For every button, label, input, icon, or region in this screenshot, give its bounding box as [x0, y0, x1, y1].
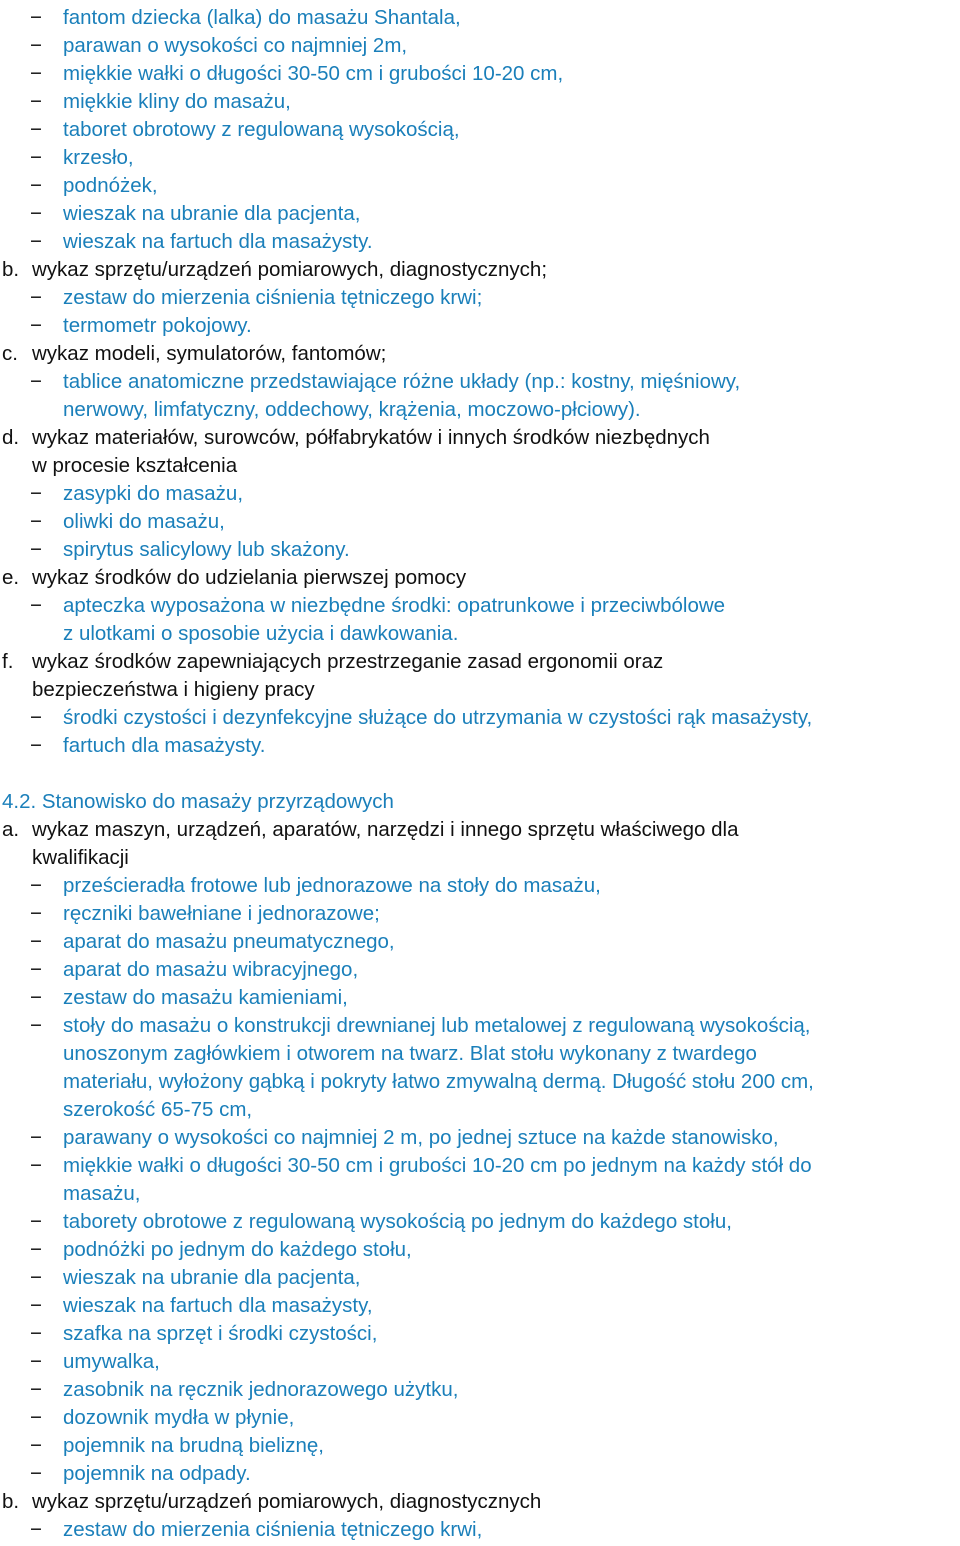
list-item-text: taborety obrotowe z regulowaną wysokością po jednym do każdego stołu, — [63, 1210, 732, 1233]
list-item — [0, 144, 960, 172]
dash-bullet-icon: − — [30, 874, 42, 897]
subsection-marker: d. — [2, 426, 20, 449]
list-item-text: zasypki do masażu, — [63, 482, 244, 505]
list-item — [0, 872, 960, 900]
list-item-text: szerokość 65-75 cm, — [63, 1098, 253, 1121]
dash-bullet-icon: − — [30, 930, 42, 953]
dash-bullet-icon: − — [30, 1518, 42, 1541]
list-item-text: masażu, — [63, 1182, 141, 1205]
list-item-text: miękkie kliny do masażu, — [63, 90, 291, 113]
list-item — [0, 312, 960, 340]
subsection-heading — [0, 1488, 960, 1516]
dash-bullet-icon: − — [30, 510, 42, 533]
subsection-heading-continuation — [0, 844, 960, 872]
list-item — [0, 368, 960, 396]
dash-bullet-icon: − — [30, 1266, 42, 1289]
list-item — [0, 1012, 960, 1040]
list-item — [0, 1404, 960, 1432]
list-item — [0, 1376, 960, 1404]
list-item — [0, 1124, 960, 1152]
dash-bullet-icon: − — [30, 538, 42, 561]
list-item-text: z ulotkami o sposobie użycia i dawkowania. — [63, 622, 459, 645]
dash-bullet-icon: − — [30, 1462, 42, 1485]
list-item-text: miękkie wałki o długości 30-50 cm i grubości 10-20 cm, — [63, 62, 564, 85]
list-item-text: spirytus salicylowy lub skażony. — [63, 538, 350, 561]
list-item-text: nerwowy, limfatyczny, oddechowy, krążenia, moczowo-płciowy). — [63, 398, 641, 421]
dash-bullet-icon: − — [30, 1434, 42, 1457]
dash-bullet-icon: − — [30, 1322, 42, 1345]
dash-bullet-icon: − — [30, 482, 42, 505]
subsection-heading — [0, 340, 960, 368]
list-item-continuation — [0, 1068, 960, 1096]
list-item — [0, 1292, 960, 1320]
dash-bullet-icon: − — [30, 6, 42, 29]
subsection-heading-text: wykaz maszyn, urządzeń, aparatów, narzędzi i innego sprzętu właściwego dla — [32, 818, 739, 841]
dash-bullet-icon: − — [30, 62, 42, 85]
list-item — [0, 1264, 960, 1292]
dash-bullet-icon: − — [30, 370, 42, 393]
subsection-heading-text: bezpieczeństwa i higieny pracy — [32, 678, 315, 701]
dash-bullet-icon: − — [30, 90, 42, 113]
list-item-text: miękkie wałki o długości 30-50 cm i grubości 10-20 cm po jednym na każdy stół do — [63, 1154, 812, 1177]
list-item-text: dozownik mydła w płynie, — [63, 1406, 295, 1429]
list-item-continuation — [0, 1096, 960, 1124]
subsection-heading-continuation — [0, 452, 960, 480]
subsection-heading-text: w procesie kształcenia — [32, 454, 238, 477]
blank-line — [0, 760, 960, 788]
document-body — [0, 4, 960, 1544]
subsection-marker: e. — [2, 566, 20, 589]
dash-bullet-icon: − — [30, 1406, 42, 1429]
list-item-text: materiału, wyłożony gąbką i pokryty łatwo zmywalną dermą. Długość stołu 200 cm, — [63, 1070, 814, 1093]
subsection-heading — [0, 564, 960, 592]
list-item-text: wieszak na ubranie dla pacjenta, — [63, 202, 361, 225]
dash-bullet-icon: − — [30, 1154, 42, 1177]
list-item-text: parawan o wysokości co najmniej 2m, — [63, 34, 408, 57]
list-item-text: wieszak na fartuch dla masażysty, — [63, 1294, 373, 1317]
dash-bullet-icon: − — [30, 1378, 42, 1401]
list-item — [0, 1348, 960, 1376]
subsection-heading — [0, 424, 960, 452]
subsection-heading-text: wykaz sprzętu/urządzeń pomiarowych, diagnostycznych; — [32, 258, 548, 281]
list-item-text: unoszonym zagłówkiem i otworem na twarz. Blat stołu wykonany z twardego — [63, 1042, 757, 1065]
list-item-text: zestaw do mierzenia ciśnienia tętniczego krwi, — [63, 1518, 483, 1541]
subsection-heading-text: wykaz sprzętu/urządzeń pomiarowych, diagnostycznych — [32, 1490, 542, 1513]
list-item — [0, 900, 960, 928]
list-item-text: oliwki do masażu, — [63, 510, 225, 533]
dash-bullet-icon: − — [30, 118, 42, 141]
subsection-heading-continuation — [0, 676, 960, 704]
list-item — [0, 984, 960, 1012]
list-item-continuation — [0, 1040, 960, 1068]
list-item-text: aparat do masażu pneumatycznego, — [63, 930, 395, 953]
list-item-text: prześcieradła frotowe lub jednorazowe na stoły do masażu, — [63, 874, 601, 897]
dash-bullet-icon: − — [30, 1238, 42, 1261]
list-item — [0, 1516, 960, 1544]
section-heading — [0, 788, 960, 816]
list-item — [0, 1236, 960, 1264]
dash-bullet-icon: − — [30, 1126, 42, 1149]
subsection-heading-text: kwalifikacji — [32, 846, 129, 869]
list-item-text: taboret obrotowy z regulowaną wysokością, — [63, 118, 460, 141]
dash-bullet-icon: − — [30, 706, 42, 729]
list-item — [0, 508, 960, 536]
dash-bullet-icon: − — [30, 958, 42, 981]
list-item-continuation — [0, 396, 960, 424]
subsection-heading — [0, 816, 960, 844]
subsection-heading-text: wykaz środków do udzielania pierwszej pomocy — [32, 566, 467, 589]
list-item — [0, 1460, 960, 1488]
list-item — [0, 536, 960, 564]
subsection-heading — [0, 648, 960, 676]
list-item — [0, 4, 960, 32]
list-item — [0, 200, 960, 228]
dash-bullet-icon: − — [30, 314, 42, 337]
list-item-text: podnóżek, — [63, 174, 158, 197]
subsection-marker: b. — [2, 258, 20, 281]
subsection-marker: b. — [2, 1490, 20, 1513]
subsection-marker: a. — [2, 818, 20, 841]
list-item-text: umywalka, — [63, 1350, 160, 1373]
list-item — [0, 284, 960, 312]
list-item-text: apteczka wyposażona w niezbędne środki: opatrunkowe i przeciwbólowe — [63, 594, 726, 617]
dash-bullet-icon: − — [30, 1014, 42, 1037]
list-item — [0, 928, 960, 956]
dash-bullet-icon: − — [30, 202, 42, 225]
list-item-text: pojemnik na brudną bieliznę, — [63, 1434, 324, 1457]
list-item — [0, 732, 960, 760]
list-item-text: aparat do masażu wibracyjnego, — [63, 958, 359, 981]
dash-bullet-icon: − — [30, 1210, 42, 1233]
dash-bullet-icon: − — [30, 594, 42, 617]
list-item — [0, 172, 960, 200]
subsection-heading-text: wykaz materiałów, surowców, półfabrykatów i innych środków niezbędnych — [32, 426, 710, 449]
dash-bullet-icon: − — [30, 146, 42, 169]
list-item — [0, 1432, 960, 1460]
list-item-text: szafka na sprzęt i środki czystości, — [63, 1322, 378, 1345]
list-item-text: pojemnik na odpady. — [63, 1462, 251, 1485]
list-item-text: zasobnik na ręcznik jednorazowego użytku, — [63, 1378, 459, 1401]
list-item — [0, 88, 960, 116]
list-item-text: termometr pokojowy. — [63, 314, 252, 337]
list-item — [0, 480, 960, 508]
list-item — [0, 1152, 960, 1180]
dash-bullet-icon: − — [30, 902, 42, 925]
list-item-text: zestaw do masażu kamieniami, — [63, 986, 348, 1009]
list-item-text: wieszak na ubranie dla pacjenta, — [63, 1266, 361, 1289]
list-item-text: zestaw do mierzenia ciśnienia tętniczego krwi; — [63, 286, 483, 309]
subsection-heading — [0, 256, 960, 284]
dash-bullet-icon: − — [30, 734, 42, 757]
list-item-text: podnóżki po jednym do każdego stołu, — [63, 1238, 412, 1261]
list-item-continuation — [0, 620, 960, 648]
dash-bullet-icon: − — [30, 174, 42, 197]
subsection-marker: c. — [2, 342, 18, 365]
list-item-text: wieszak na fartuch dla masażysty. — [63, 230, 373, 253]
section-heading-text: 4.2. Stanowisko do masaży przyrządowych — [2, 790, 394, 813]
dash-bullet-icon: − — [30, 34, 42, 57]
list-item — [0, 116, 960, 144]
list-item-text: krzesło, — [63, 146, 134, 169]
list-item — [0, 228, 960, 256]
list-item — [0, 60, 960, 88]
dash-bullet-icon: − — [30, 1294, 42, 1317]
list-item — [0, 1320, 960, 1348]
dash-bullet-icon: − — [30, 230, 42, 253]
list-item — [0, 592, 960, 620]
list-item — [0, 956, 960, 984]
list-item-text: parawany o wysokości co najmniej 2 m, po jednej sztuce na każde stanowisko, — [63, 1126, 779, 1149]
list-item — [0, 32, 960, 60]
list-item-text: tablice anatomiczne przedstawiające różne układy (np.: kostny, mięśniowy, — [63, 370, 741, 393]
list-item-text: stoły do masażu o konstrukcji drewnianej lub metalowej z regulowaną wysokością, — [63, 1014, 811, 1037]
subsection-marker: f. — [2, 650, 14, 673]
list-item — [0, 1208, 960, 1236]
list-item-text: fartuch dla masażysty. — [63, 734, 266, 757]
subsection-heading-text: wykaz modeli, symulatorów, fantomów; — [32, 342, 387, 365]
list-item — [0, 704, 960, 732]
list-item-text: środki czystości i dezynfekcyjne służące do utrzymania w czystości rąk masażysty, — [63, 706, 813, 729]
dash-bullet-icon: − — [30, 286, 42, 309]
dash-bullet-icon: − — [30, 986, 42, 1009]
list-item-text: fantom dziecka (lalka) do masażu Shantala, — [63, 6, 461, 29]
subsection-heading-text: wykaz środków zapewniających przestrzeganie zasad ergonomii oraz — [32, 650, 664, 673]
list-item-text: ręczniki bawełniane i jednorazowe; — [63, 902, 380, 925]
dash-bullet-icon: − — [30, 1350, 42, 1373]
list-item-continuation — [0, 1180, 960, 1208]
